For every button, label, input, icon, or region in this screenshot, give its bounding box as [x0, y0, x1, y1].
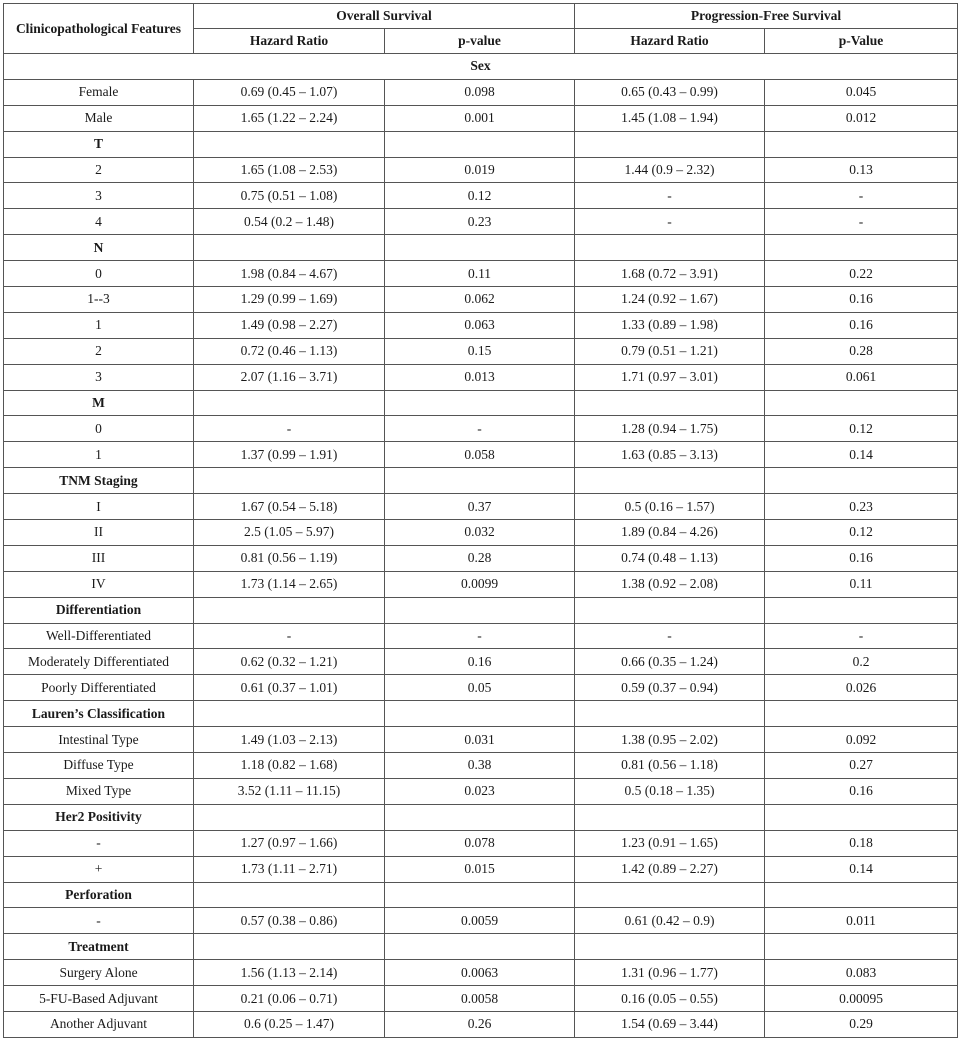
pfs-p-value-cell: 0.16 — [765, 545, 958, 571]
table-row — [4, 727, 958, 753]
pfs-p-value-cell: 0.12 — [765, 520, 958, 546]
feature-cell: + — [4, 856, 194, 882]
feature-cell: 3 — [4, 183, 194, 209]
empty-cell — [385, 804, 575, 830]
os-p-value-cell: 0.058 — [385, 442, 575, 468]
empty-cell — [385, 131, 575, 157]
empty-cell — [385, 597, 575, 623]
pfs-p-value-cell: 0.045 — [765, 79, 958, 105]
os-hazard-ratio-cell: 2.07 (1.16 – 3.71) — [194, 364, 385, 390]
feature-cell: Surgery Alone — [4, 960, 194, 986]
table-row — [4, 183, 958, 209]
table-row — [4, 753, 958, 779]
feature-cell: IV — [4, 571, 194, 597]
category-row — [4, 701, 958, 727]
pfs-hazard-ratio-cell: 0.5 (0.18 – 1.35) — [575, 778, 765, 804]
pfs-hazard-ratio-cell: 1.24 (0.92 – 1.67) — [575, 287, 765, 313]
empty-cell — [194, 934, 385, 960]
table-row — [4, 571, 958, 597]
os-hazard-ratio-cell: 1.29 (0.99 – 1.69) — [194, 287, 385, 313]
os-hazard-ratio-cell: 2.5 (1.05 – 5.97) — [194, 520, 385, 546]
os-p-value-cell: 0.078 — [385, 830, 575, 856]
pfs-hazard-ratio-header: Hazard Ratio — [575, 29, 765, 54]
header-row — [4, 4, 958, 29]
pfs-p-value-cell: 0.13 — [765, 157, 958, 183]
empty-cell — [765, 701, 958, 727]
table-row — [4, 986, 958, 1012]
pfs-p-value-header: p-Value — [765, 29, 958, 54]
sex-section-label: Sex — [4, 54, 958, 80]
os-hazard-ratio-cell: 1.49 (0.98 – 2.27) — [194, 312, 385, 338]
os-p-value-cell: 0.28 — [385, 545, 575, 571]
os-hazard-ratio-cell: 1.18 (0.82 – 1.68) — [194, 753, 385, 779]
os-hazard-ratio-cell: 0.6 (0.25 – 1.47) — [194, 1011, 385, 1037]
os-p-value-cell: 0.031 — [385, 727, 575, 753]
feature-cell: - — [4, 830, 194, 856]
empty-cell — [575, 882, 765, 908]
table-row — [4, 157, 958, 183]
feature-cell: Female — [4, 79, 194, 105]
category-row — [4, 597, 958, 623]
pfs-p-value-cell: 0.2 — [765, 649, 958, 675]
table-row — [4, 287, 958, 313]
pfs-p-value-cell: 0.11 — [765, 571, 958, 597]
table-row — [4, 209, 958, 235]
feature-cell: II — [4, 520, 194, 546]
feature-cell: 4 — [4, 209, 194, 235]
empty-cell — [194, 131, 385, 157]
table-row — [4, 649, 958, 675]
os-hazard-ratio-cell: - — [194, 623, 385, 649]
table-row — [4, 830, 958, 856]
category-label: M — [4, 390, 194, 416]
empty-cell — [385, 468, 575, 494]
os-p-value-cell: 0.26 — [385, 1011, 575, 1037]
table-row — [4, 364, 958, 390]
pfs-p-value-cell: 0.14 — [765, 856, 958, 882]
pfs-p-value-cell: 0.14 — [765, 442, 958, 468]
pfs-hazard-ratio-cell: 0.16 (0.05 – 0.55) — [575, 986, 765, 1012]
os-p-value-cell: 0.098 — [385, 79, 575, 105]
os-p-value-cell: 0.032 — [385, 520, 575, 546]
pfs-hazard-ratio-cell: 0.65 (0.43 – 0.99) — [575, 79, 765, 105]
category-label: TNM Staging — [4, 468, 194, 494]
table-row — [4, 545, 958, 571]
pfs-hazard-ratio-cell: 1.23 (0.91 – 1.65) — [575, 830, 765, 856]
empty-cell — [194, 468, 385, 494]
table-row — [4, 105, 958, 131]
os-hazard-ratio-cell: 1.65 (1.22 – 2.24) — [194, 105, 385, 131]
feature-cell: Well-Differentiated — [4, 623, 194, 649]
category-row — [4, 131, 958, 157]
empty-cell — [575, 597, 765, 623]
pfs-hazard-ratio-cell: 1.38 (0.95 – 2.02) — [575, 727, 765, 753]
table-row — [4, 79, 958, 105]
feature-cell: 1 — [4, 442, 194, 468]
table-row — [4, 312, 958, 338]
pfs-hazard-ratio-cell: 1.89 (0.84 – 4.26) — [575, 520, 765, 546]
category-row — [4, 235, 958, 261]
features-header: Clinicopathological Features — [4, 4, 194, 54]
empty-cell — [385, 235, 575, 261]
pfs-p-value-cell: 0.012 — [765, 105, 958, 131]
os-p-value-header: p-value — [385, 29, 575, 54]
os-hazard-ratio-cell: 1.67 (0.54 – 5.18) — [194, 494, 385, 520]
pfs-p-value-cell: 0.29 — [765, 1011, 958, 1037]
pfs-p-value-cell: - — [765, 183, 958, 209]
os-hazard-ratio-cell: 1.27 (0.97 – 1.66) — [194, 830, 385, 856]
pfs-p-value-cell: 0.083 — [765, 960, 958, 986]
os-p-value-cell: 0.38 — [385, 753, 575, 779]
category-row — [4, 804, 958, 830]
os-p-value-cell: 0.015 — [385, 856, 575, 882]
empty-cell — [194, 701, 385, 727]
os-hazard-ratio-cell: 1.98 (0.84 – 4.67) — [194, 261, 385, 287]
table-row — [4, 675, 958, 701]
pfs-hazard-ratio-cell: 1.42 (0.89 – 2.27) — [575, 856, 765, 882]
feature-cell: 5-FU-Based Adjuvant — [4, 986, 194, 1012]
os-p-value-cell: 0.019 — [385, 157, 575, 183]
empty-cell — [765, 804, 958, 830]
feature-cell: 1 — [4, 312, 194, 338]
empty-cell — [765, 131, 958, 157]
pfs-p-value-cell: 0.16 — [765, 778, 958, 804]
category-row — [4, 390, 958, 416]
empty-cell — [765, 390, 958, 416]
pfs-p-value-cell: 0.061 — [765, 364, 958, 390]
feature-cell: 3 — [4, 364, 194, 390]
empty-cell — [765, 934, 958, 960]
pfs-p-value-cell: 0.23 — [765, 494, 958, 520]
category-label: Her2 Positivity — [4, 804, 194, 830]
pfs-p-value-cell: 0.16 — [765, 312, 958, 338]
pfs-p-value-cell: 0.28 — [765, 338, 958, 364]
pfs-hazard-ratio-cell: 1.28 (0.94 – 1.75) — [575, 416, 765, 442]
os-p-value-cell: 0.12 — [385, 183, 575, 209]
empty-cell — [575, 468, 765, 494]
category-label: Treatment — [4, 934, 194, 960]
empty-cell — [385, 882, 575, 908]
os-p-value-cell: 0.063 — [385, 312, 575, 338]
pfs-p-value-cell: 0.011 — [765, 908, 958, 934]
table-row — [4, 520, 958, 546]
os-p-value-cell: - — [385, 623, 575, 649]
table-row — [4, 261, 958, 287]
pfs-hazard-ratio-cell: 0.66 (0.35 – 1.24) — [575, 649, 765, 675]
os-hazard-ratio-cell: 3.52 (1.11 – 11.15) — [194, 778, 385, 804]
table-row — [4, 416, 958, 442]
os-p-value-cell: 0.05 — [385, 675, 575, 701]
pfs-p-value-cell: 0.22 — [765, 261, 958, 287]
pfs-p-value-cell: 0.092 — [765, 727, 958, 753]
empty-cell — [765, 882, 958, 908]
table-row — [4, 856, 958, 882]
os-p-value-cell: 0.16 — [385, 649, 575, 675]
pfs-hazard-ratio-cell: 0.61 (0.42 – 0.9) — [575, 908, 765, 934]
os-hazard-ratio-cell: 0.81 (0.56 – 1.19) — [194, 545, 385, 571]
pfs-p-value-cell: 0.00095 — [765, 986, 958, 1012]
empty-cell — [575, 390, 765, 416]
feature-cell: 0 — [4, 416, 194, 442]
os-hazard-ratio-cell: 0.62 (0.32 – 1.21) — [194, 649, 385, 675]
os-hazard-ratio-cell: 1.49 (1.03 – 2.13) — [194, 727, 385, 753]
category-label: T — [4, 131, 194, 157]
pfs-p-value-cell: 0.18 — [765, 830, 958, 856]
os-hazard-ratio-cell: 0.72 (0.46 – 1.13) — [194, 338, 385, 364]
empty-cell — [575, 131, 765, 157]
os-p-value-cell: 0.023 — [385, 778, 575, 804]
os-hazard-ratio-header: Hazard Ratio — [194, 29, 385, 54]
os-p-value-cell: 0.013 — [385, 364, 575, 390]
table-row — [4, 908, 958, 934]
pfs-hazard-ratio-cell: 0.74 (0.48 – 1.13) — [575, 545, 765, 571]
pfs-hazard-ratio-cell: 0.5 (0.16 – 1.57) — [575, 494, 765, 520]
os-hazard-ratio-cell: 0.21 (0.06 – 0.71) — [194, 986, 385, 1012]
empty-cell — [765, 235, 958, 261]
pfs-p-value-cell: - — [765, 623, 958, 649]
pfs-hazard-ratio-cell: 1.71 (0.97 – 3.01) — [575, 364, 765, 390]
os-hazard-ratio-cell: 0.57 (0.38 – 0.86) — [194, 908, 385, 934]
pfs-p-value-cell: 0.16 — [765, 287, 958, 313]
empty-cell — [765, 468, 958, 494]
os-p-value-cell: 0.23 — [385, 209, 575, 235]
category-label: Lauren’s Classification — [4, 701, 194, 727]
pfs-p-value-cell: 0.026 — [765, 675, 958, 701]
pfs-hazard-ratio-cell: 0.59 (0.37 – 0.94) — [575, 675, 765, 701]
pfs-hazard-ratio-cell: - — [575, 209, 765, 235]
os-p-value-cell: 0.37 — [385, 494, 575, 520]
table-row — [4, 1011, 958, 1037]
feature-cell: 1--3 — [4, 287, 194, 313]
feature-cell: 2 — [4, 157, 194, 183]
pfs-hazard-ratio-cell: 0.79 (0.51 – 1.21) — [575, 338, 765, 364]
pfs-hazard-ratio-cell: 1.54 (0.69 – 3.44) — [575, 1011, 765, 1037]
feature-cell: Mixed Type — [4, 778, 194, 804]
table-row — [4, 623, 958, 649]
os-p-value-cell: 0.0063 — [385, 960, 575, 986]
feature-cell: Another Adjuvant — [4, 1011, 194, 1037]
pfs-hazard-ratio-cell: 0.81 (0.56 – 1.18) — [575, 753, 765, 779]
feature-cell: - — [4, 908, 194, 934]
pfs-hazard-ratio-cell: 1.33 (0.89 – 1.98) — [575, 312, 765, 338]
os-hazard-ratio-cell: 1.56 (1.13 – 2.14) — [194, 960, 385, 986]
empty-cell — [194, 597, 385, 623]
empty-cell — [194, 882, 385, 908]
os-hazard-ratio-cell: 0.61 (0.37 – 1.01) — [194, 675, 385, 701]
pfs-p-value-cell: 0.27 — [765, 753, 958, 779]
pfs-p-value-cell: 0.12 — [765, 416, 958, 442]
survival-table — [3, 3, 958, 1038]
os-p-value-cell: 0.15 — [385, 338, 575, 364]
sex-section-row — [4, 54, 958, 80]
empty-cell — [575, 934, 765, 960]
feature-cell: Male — [4, 105, 194, 131]
empty-cell — [575, 701, 765, 727]
category-row — [4, 934, 958, 960]
os-p-value-cell: 0.062 — [385, 287, 575, 313]
pfs-hazard-ratio-cell: - — [575, 183, 765, 209]
category-label: Perforation — [4, 882, 194, 908]
os-hazard-ratio-cell: 1.73 (1.11 – 2.71) — [194, 856, 385, 882]
empty-cell — [385, 390, 575, 416]
table-row — [4, 338, 958, 364]
os-p-value-cell: 0.0099 — [385, 571, 575, 597]
feature-cell: I — [4, 494, 194, 520]
pfs-header: Progression-Free Survival — [575, 4, 958, 29]
os-hazard-ratio-cell: 1.37 (0.99 – 1.91) — [194, 442, 385, 468]
os-p-value-cell: 0.001 — [385, 105, 575, 131]
empty-cell — [194, 235, 385, 261]
os-header: Overall Survival — [194, 4, 575, 29]
category-row — [4, 468, 958, 494]
category-row — [4, 882, 958, 908]
os-hazard-ratio-cell: - — [194, 416, 385, 442]
empty-cell — [194, 390, 385, 416]
os-hazard-ratio-cell: 1.65 (1.08 – 2.53) — [194, 157, 385, 183]
pfs-hazard-ratio-cell: 1.63 (0.85 – 3.13) — [575, 442, 765, 468]
os-hazard-ratio-cell: 0.69 (0.45 – 1.07) — [194, 79, 385, 105]
pfs-hazard-ratio-cell: 1.31 (0.96 – 1.77) — [575, 960, 765, 986]
category-label: N — [4, 235, 194, 261]
table-row — [4, 494, 958, 520]
pfs-p-value-cell: - — [765, 209, 958, 235]
os-p-value-cell: 0.11 — [385, 261, 575, 287]
empty-cell — [385, 934, 575, 960]
empty-cell — [765, 597, 958, 623]
category-label: Differentiation — [4, 597, 194, 623]
pfs-hazard-ratio-cell: 1.68 (0.72 – 3.91) — [575, 261, 765, 287]
feature-cell: Diffuse Type — [4, 753, 194, 779]
os-hazard-ratio-cell: 1.73 (1.14 – 2.65) — [194, 571, 385, 597]
table-row — [4, 778, 958, 804]
feature-cell: Poorly Differentiated — [4, 675, 194, 701]
feature-cell: 2 — [4, 338, 194, 364]
empty-cell — [385, 701, 575, 727]
empty-cell — [194, 804, 385, 830]
empty-cell — [575, 235, 765, 261]
feature-cell: III — [4, 545, 194, 571]
os-hazard-ratio-cell: 0.75 (0.51 – 1.08) — [194, 183, 385, 209]
pfs-hazard-ratio-cell: - — [575, 623, 765, 649]
pfs-hazard-ratio-cell: 1.44 (0.9 – 2.32) — [575, 157, 765, 183]
feature-cell: Moderately Differentiated — [4, 649, 194, 675]
feature-cell: 0 — [4, 261, 194, 287]
os-p-value-cell: - — [385, 416, 575, 442]
pfs-hazard-ratio-cell: 1.45 (1.08 – 1.94) — [575, 105, 765, 131]
feature-cell: Intestinal Type — [4, 727, 194, 753]
empty-cell — [575, 804, 765, 830]
os-p-value-cell: 0.0059 — [385, 908, 575, 934]
pfs-hazard-ratio-cell: 1.38 (0.92 – 2.08) — [575, 571, 765, 597]
os-hazard-ratio-cell: 0.54 (0.2 – 1.48) — [194, 209, 385, 235]
os-p-value-cell: 0.0058 — [385, 986, 575, 1012]
table-row — [4, 442, 958, 468]
table-row — [4, 960, 958, 986]
